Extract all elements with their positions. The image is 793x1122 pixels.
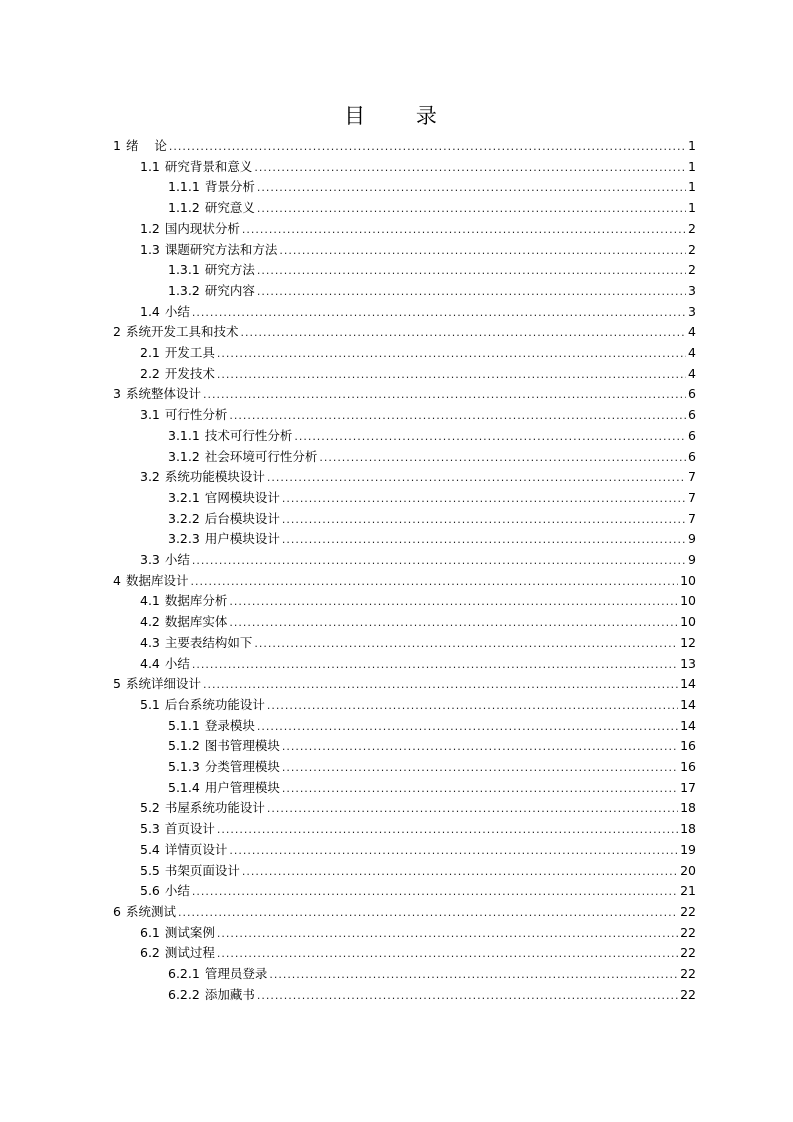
toc-entry-title: 可行性分析: [164, 407, 228, 423]
toc-entry-page: 16: [680, 738, 696, 754]
toc-entry-title: 后台模块设计: [204, 510, 280, 526]
toc-entry[interactable]: [168, 529, 696, 549]
toc-entry[interactable]: [168, 964, 696, 984]
toc-entry-title: 官网模块设计: [204, 489, 280, 505]
toc-entry-number: 5.5: [140, 862, 160, 878]
dot-leader: [178, 903, 678, 923]
toc-entry-title: 开发工具: [164, 345, 215, 360]
toc-entry-number: 3.1: [140, 407, 160, 423]
toc-entry-page: 22: [680, 945, 696, 961]
toc-entry-page: 13: [680, 655, 696, 671]
toc-entry-page: 18: [680, 800, 696, 816]
toc-entry-title: 研究方法: [204, 262, 255, 278]
toc-entry-page: 18: [680, 821, 696, 837]
dot-leader: [269, 965, 678, 985]
toc-entry-title: 研究意义: [204, 200, 255, 216]
toc-entry[interactable]: [168, 447, 696, 467]
toc-entry[interactable]: [140, 591, 696, 611]
toc-entry-page: 3: [688, 303, 696, 319]
toc-entry-number: 3.1.1: [168, 427, 200, 443]
toc-entry-page: 14: [680, 676, 696, 692]
toc-entry-title: 课题研究方法和方法: [164, 241, 278, 257]
toc-entry-number: 3.3: [140, 552, 160, 567]
toc-entry-title: 技术可行性分析: [204, 427, 293, 443]
toc-entry-page: 4: [688, 365, 696, 381]
toc-entry-title: 详情页设计: [164, 841, 228, 857]
toc-entry-title: 管理员登录: [204, 966, 268, 981]
toc-entry-title: 开发技术: [164, 365, 215, 381]
toc-entry[interactable]: [140, 923, 696, 943]
toc-entry-number: 2.2: [140, 365, 160, 381]
toc-entry-number: 1: [113, 138, 121, 153]
toc-entry-page: 14: [680, 696, 696, 712]
toc-entry-page: 22: [680, 924, 696, 940]
toc-entry-page: 1: [688, 179, 696, 195]
toc-entry-number: 5.1.2: [168, 738, 200, 754]
toc-entry-page: 1: [688, 158, 696, 174]
toc-entry[interactable]: [140, 157, 696, 177]
toc-entry-number: 1.3.1: [168, 262, 200, 278]
toc-entry-number: 5.1.4: [168, 779, 200, 795]
toc-entry-page: 22: [680, 966, 696, 981]
toc-entry-number: 1.3.2: [168, 282, 200, 298]
dot-leader: [257, 178, 686, 198]
dot-leader: [282, 779, 678, 799]
dot-leader: [217, 944, 678, 964]
toc-entry[interactable]: [168, 736, 696, 756]
dot-leader: [217, 365, 686, 385]
toc-entry-title: 系统功能模块设计: [164, 469, 265, 485]
toc-entry-page: 10: [680, 593, 696, 609]
toc-entry-page: 20: [680, 862, 696, 878]
dot-leader: [257, 261, 686, 281]
dot-leader: [192, 655, 678, 675]
toc-entry[interactable]: [168, 985, 696, 1005]
toc-entry[interactable]: [140, 550, 696, 570]
toc-entry-page: 4: [688, 324, 696, 340]
dot-leader: [282, 737, 678, 757]
dot-leader: [192, 551, 686, 571]
dot-leader: [294, 427, 686, 447]
toc-entry-page: 6: [688, 386, 696, 402]
dot-leader: [257, 986, 678, 1006]
toc-entry-page: 2: [688, 220, 696, 236]
toc-entry-title: 首页设计: [164, 821, 215, 837]
toc-entry[interactable]: [140, 819, 696, 839]
toc-entry-number: 5.6: [140, 883, 160, 899]
toc-entry[interactable]: [140, 364, 696, 384]
dot-leader: [267, 799, 678, 819]
toc-entry[interactable]: [140, 633, 696, 653]
toc-entry-number: 2: [113, 324, 121, 340]
toc-entry-title: 主要表结构如下: [164, 634, 253, 650]
toc-entry-title: 小结: [164, 552, 190, 567]
dot-leader: [254, 634, 678, 654]
toc-entry-title: 数据库分析: [164, 593, 228, 609]
toc-entry[interactable]: [168, 281, 696, 301]
toc-entry-number: 1.1: [140, 158, 160, 174]
toc-entry[interactable]: [168, 778, 696, 798]
toc-entry[interactable]: [168, 488, 696, 508]
toc-entry-title: 测试过程: [164, 945, 215, 961]
toc-entry-page: 10: [680, 614, 696, 630]
toc-entry-title: 研究背景和意义: [164, 158, 253, 174]
toc-entry-number: 4.1: [140, 593, 160, 609]
dot-leader: [217, 924, 678, 944]
dot-leader: [217, 820, 678, 840]
toc-entry-number: 1.1.1: [168, 179, 200, 195]
toc-entry-number: 5.1: [140, 696, 160, 712]
toc-entry-page: 6: [688, 407, 696, 423]
toc-entry-number: 3.2.1: [168, 489, 200, 505]
toc-entry[interactable]: [168, 177, 696, 197]
dot-leader: [282, 510, 686, 530]
toc-entry-page: 9: [688, 552, 696, 567]
toc-entry[interactable]: [140, 943, 696, 963]
toc-entry[interactable]: [113, 571, 696, 591]
toc-entry-title: 系统详细设计: [125, 676, 201, 692]
toc-entry[interactable]: [140, 654, 696, 674]
toc-entry-number: 4.3: [140, 634, 160, 650]
toc-entry[interactable]: [168, 716, 696, 736]
toc-entry-page: 10: [680, 572, 696, 588]
toc-entry[interactable]: [140, 861, 696, 881]
dot-leader: [267, 696, 678, 716]
toc-entry[interactable]: [168, 509, 696, 529]
toc-entry-page: 7: [688, 489, 696, 505]
toc-entry-title: 登录模块: [204, 717, 255, 733]
dot-leader: [267, 468, 686, 488]
toc-entry-page: 4: [688, 345, 696, 360]
toc-entry[interactable]: [140, 405, 696, 425]
toc-entry-number: 5: [113, 676, 121, 692]
toc-entry-title: 国内现状分析: [164, 220, 240, 236]
toc-entry-number: 5.2: [140, 800, 160, 816]
toc-entry-number: 1.2: [140, 220, 160, 236]
dot-leader: [282, 489, 686, 509]
toc-entry-number: 3.2.2: [168, 510, 200, 526]
toc-entry[interactable]: [140, 240, 696, 260]
dot-leader: [254, 158, 686, 178]
toc-entry[interactable]: [140, 612, 696, 632]
dot-leader: [229, 613, 678, 633]
toc-entry-page: 6: [688, 427, 696, 443]
toc-entry-title: 数据库实体: [164, 614, 228, 630]
dot-leader: [203, 675, 678, 695]
toc-entry[interactable]: [113, 136, 696, 156]
toc-entry[interactable]: [140, 695, 696, 715]
toc-entry-page: 3: [688, 282, 696, 298]
dot-leader: [282, 758, 678, 778]
dot-leader: [242, 862, 678, 882]
toc-entry-number: 4.2: [140, 614, 160, 630]
toc-entry[interactable]: [140, 219, 696, 239]
dot-leader: [282, 530, 686, 550]
toc-entry-title: 用户管理模块: [204, 779, 280, 795]
toc-entry[interactable]: [168, 198, 696, 218]
dot-leader: [192, 882, 678, 902]
toc-entry-number: 3.2.3: [168, 531, 200, 547]
dot-leader: [257, 199, 686, 219]
toc-entry[interactable]: [140, 302, 696, 322]
toc-entry[interactable]: [113, 902, 696, 922]
toc-entry[interactable]: [113, 384, 696, 404]
toc-entry-title: 数据库设计: [125, 572, 189, 588]
toc-entry-number: 3: [113, 386, 121, 402]
toc-entry-page: 19: [680, 841, 696, 857]
toc-entry-page: 7: [688, 510, 696, 526]
toc-entry-title: 背景分析: [204, 179, 255, 195]
dot-leader: [257, 282, 686, 302]
toc-entry-title: 分类管理模块: [204, 759, 280, 774]
toc-entry-title: 社会环境可行性分析: [204, 448, 318, 464]
toc-entry-page: 14: [680, 717, 696, 733]
toc-entry-page: 7: [688, 469, 696, 485]
dot-leader: [240, 323, 686, 343]
toc-entry-number: 4: [113, 572, 121, 588]
dot-leader: [319, 448, 686, 468]
toc-entry[interactable]: [140, 343, 696, 363]
dot-leader: [190, 572, 678, 592]
toc-entry-page: 2: [688, 262, 696, 278]
toc-entry-page: 12: [680, 634, 696, 650]
dot-leader: [192, 303, 686, 323]
toc-entry-page: 22: [680, 903, 696, 919]
toc-entry-number: 2.1: [140, 345, 160, 360]
toc-entry-number: 6.1: [140, 924, 160, 940]
toc-entry-number: 5.4: [140, 841, 160, 857]
toc-entry-number: 5.1.1: [168, 717, 200, 733]
toc-entry[interactable]: [140, 798, 696, 818]
toc-entry[interactable]: [140, 467, 696, 487]
toc-entry-title: 后台系统功能设计: [164, 696, 265, 712]
toc-entry-page: 9: [688, 531, 696, 547]
toc-entry-title: 小结: [164, 883, 190, 899]
dot-leader: [229, 592, 678, 612]
toc-entry-title: 书屋系统功能设计: [164, 800, 265, 816]
toc-entry-title: 系统开发工具和技术: [125, 324, 239, 340]
toc-entry-title: 研究内容: [204, 282, 255, 298]
dot-leader: [169, 137, 686, 157]
toc-entry-page: 1: [688, 138, 696, 153]
toc-entry-title: 测试案例: [164, 924, 215, 940]
toc-entry-title: 图书管理模块: [204, 738, 280, 754]
toc-entry-number: 1.1.2: [168, 200, 200, 216]
toc-entry-page: 21: [680, 883, 696, 899]
toc-entry[interactable]: [140, 840, 696, 860]
toc-entry-page: 22: [680, 986, 696, 1002]
toc-entry-title: 小结: [164, 655, 190, 671]
toc-entry-number: 5.1.3: [168, 759, 200, 774]
toc-entry-title: 用户模块设计: [204, 531, 280, 547]
toc-entry-title: 小结: [164, 303, 190, 319]
toc-entry-number: 6.2: [140, 945, 160, 961]
toc-entry[interactable]: [113, 322, 696, 342]
dot-leader: [257, 717, 678, 737]
toc-entry-number: 6: [113, 903, 121, 919]
toc-entry-page: 17: [680, 779, 696, 795]
toc-entry[interactable]: [168, 757, 696, 777]
toc-entry-page: 16: [680, 759, 696, 774]
dot-leader: [229, 406, 686, 426]
toc-entry-number: 4.4: [140, 655, 160, 671]
toc-entry-number: 1.3: [140, 241, 160, 257]
toc-entry-title: 系统测试: [125, 903, 176, 919]
toc-entry[interactable]: [168, 426, 696, 446]
toc-entry[interactable]: [140, 881, 696, 901]
toc-entry[interactable]: [168, 260, 696, 280]
toc-entry-number: 3.2: [140, 469, 160, 485]
dot-leader: [229, 841, 678, 861]
toc-entry-page: 2: [688, 241, 696, 257]
toc-entry-page: 6: [688, 448, 696, 464]
dot-leader: [279, 241, 686, 261]
toc-entry-number: 6.2.2: [168, 986, 200, 1002]
dot-leader: [203, 385, 686, 405]
page-title: 目 录: [344, 104, 459, 128]
toc-entry-number: 6.2.1: [168, 966, 200, 981]
toc-entry-number: 3.1.2: [168, 448, 200, 464]
toc-entry-title: 书架页面设计: [164, 862, 240, 878]
toc-entry[interactable]: [113, 674, 696, 694]
toc-entry-page: 1: [688, 200, 696, 216]
toc-entry-title: 绪 论: [125, 138, 167, 153]
dot-leader: [242, 220, 686, 240]
toc-entry-title: 系统整体设计: [125, 386, 201, 402]
toc-entry-number: 5.3: [140, 821, 160, 837]
dot-leader: [217, 344, 686, 364]
toc-entry-number: 1.4: [140, 303, 160, 319]
toc-entry-title: 添加藏书: [204, 986, 255, 1002]
